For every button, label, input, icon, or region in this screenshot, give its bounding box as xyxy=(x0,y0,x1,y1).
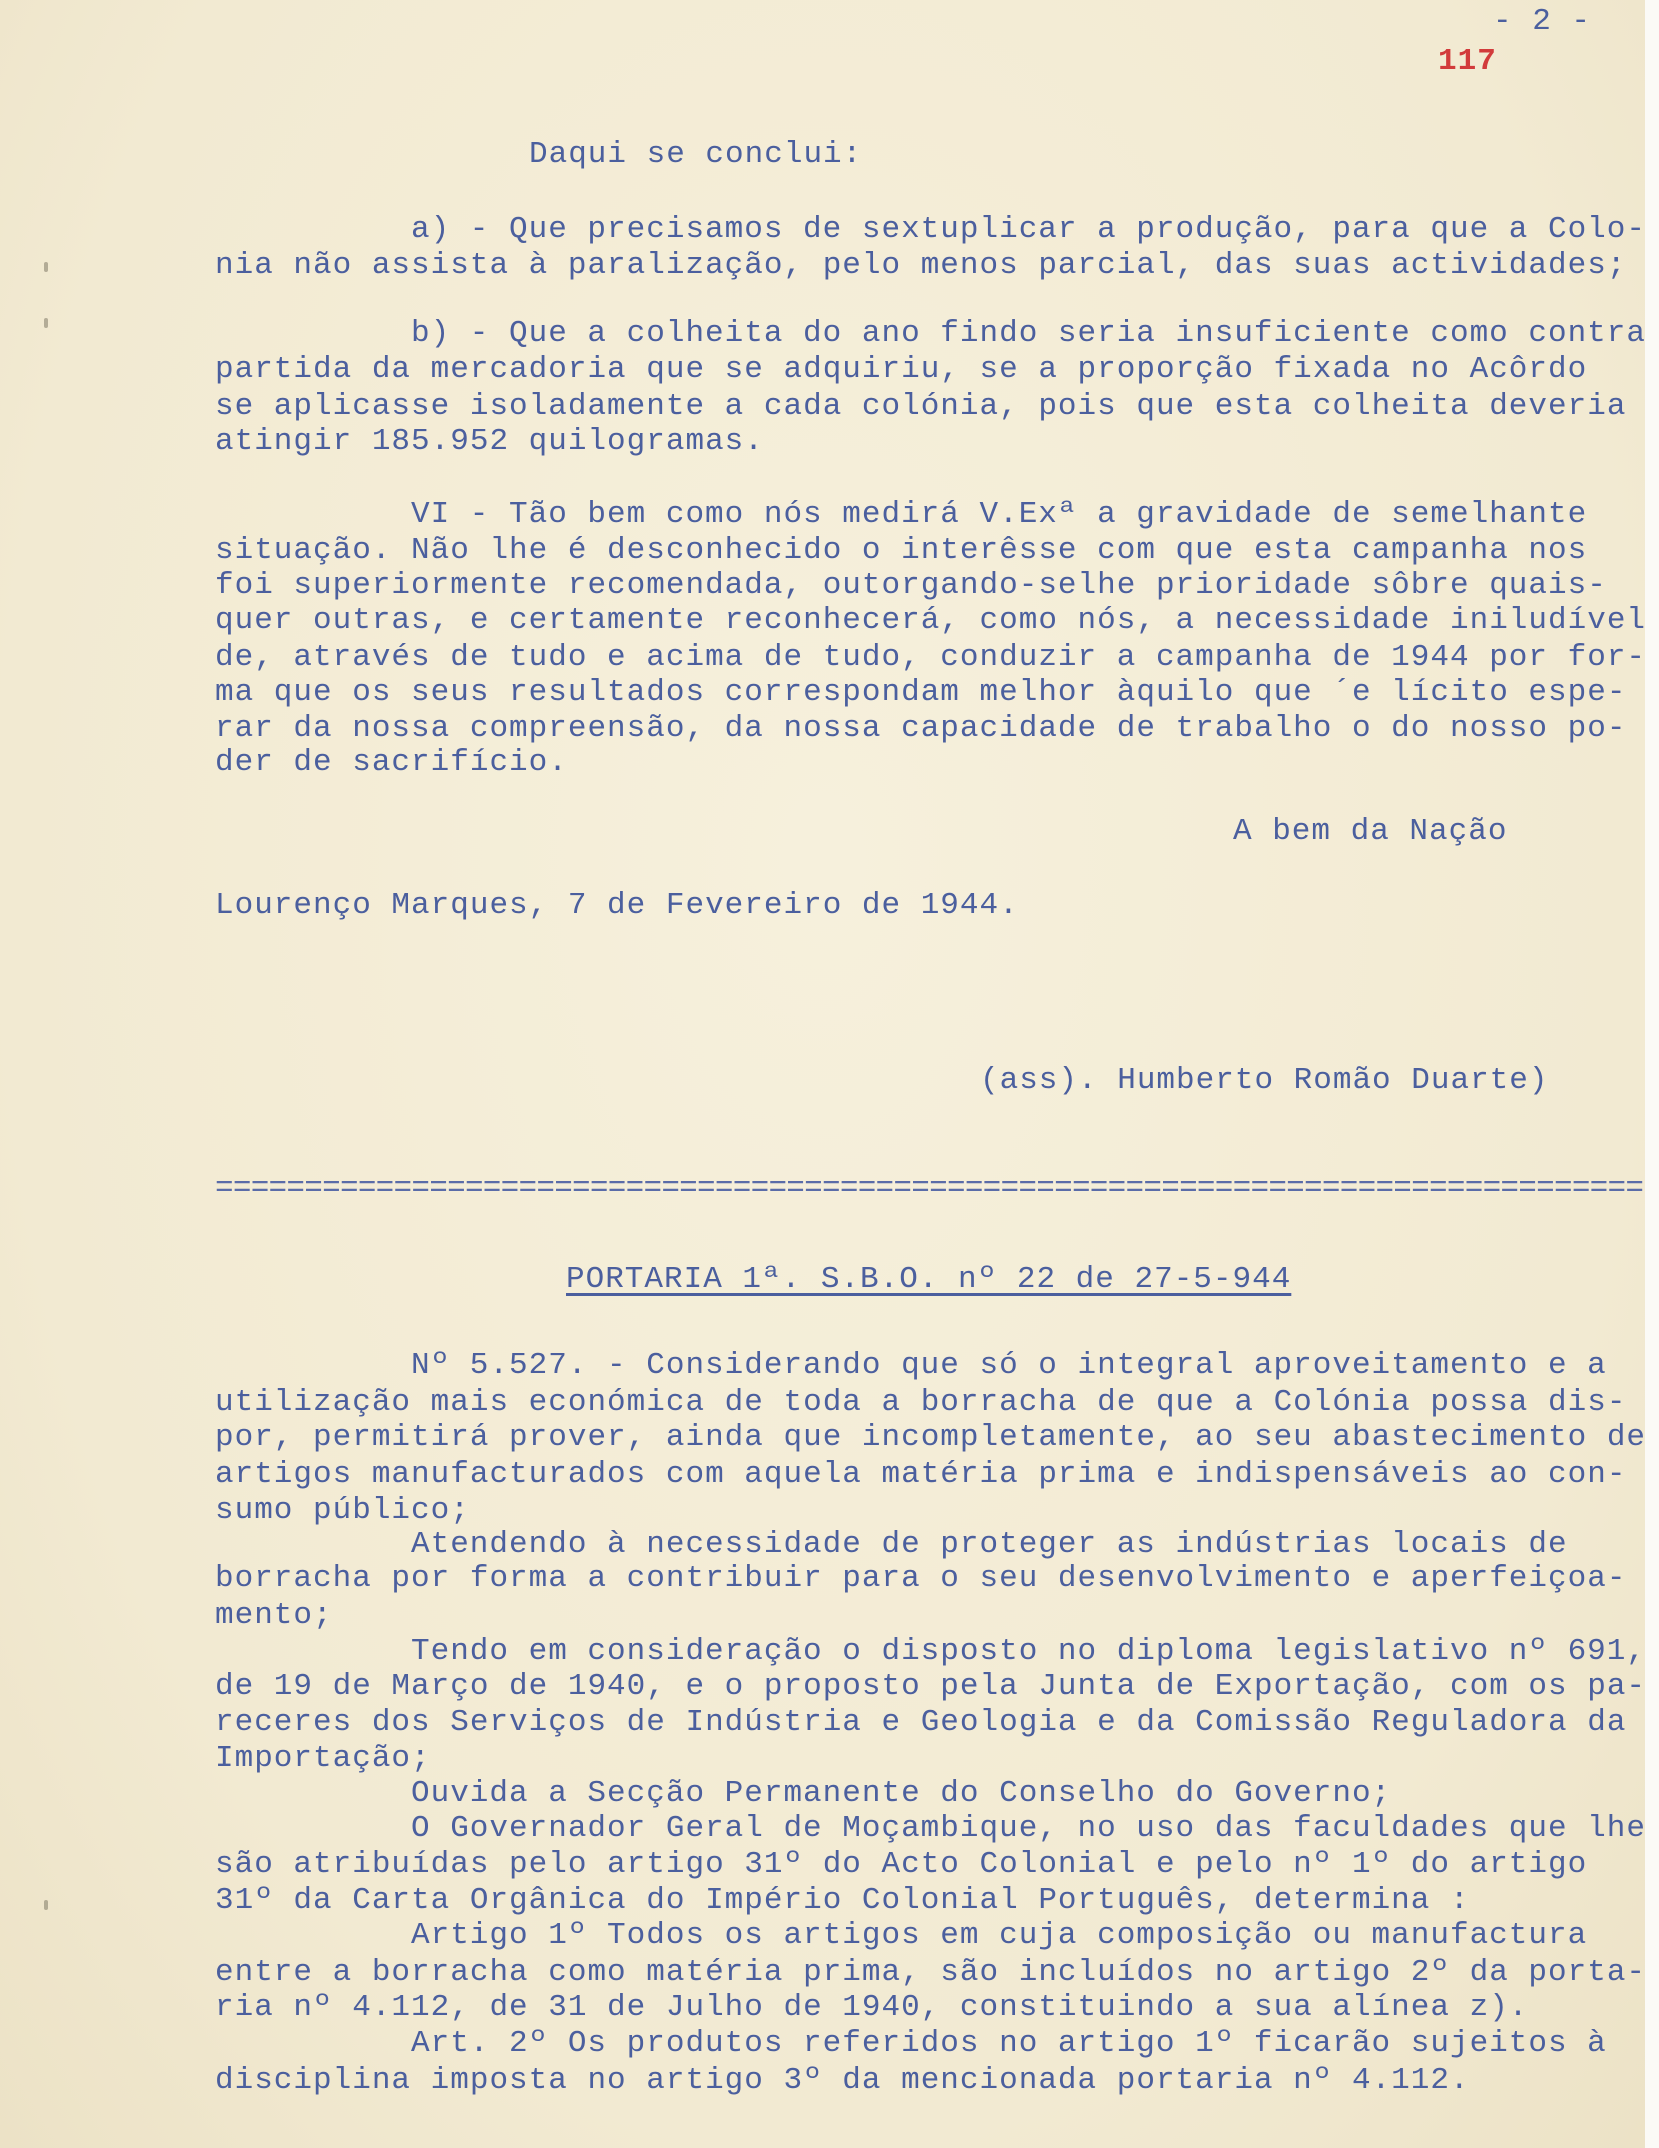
place-date: Lourenço Marques, 7 de Fevereiro de 1944. xyxy=(215,888,1019,923)
text-line: der de sacrifício. xyxy=(215,745,568,780)
text-line: 31º da Carta Orgânica do Império Colonial Português, determina : xyxy=(215,1883,1470,1918)
text-line: artigos manufacturados com aquela matéria prima e indispensáveis ao con- xyxy=(215,1457,1627,1492)
text-line: receres dos Serviços de Indústria e Geologia e da Comissão Reguladora da xyxy=(215,1705,1627,1740)
hole-punch-mark xyxy=(44,262,48,272)
text-line: rar da nossa compreensão, da nossa capacidade de trabalho o do nosso po- xyxy=(215,711,1627,746)
text-line: atingir 185.952 quilogramas. xyxy=(215,424,764,459)
hole-punch-mark xyxy=(44,318,48,328)
text-line: Importação; xyxy=(215,1741,431,1776)
text-line: utilização mais económica de toda a borracha de que a Colónia possa dis- xyxy=(215,1385,1627,1420)
text-line: disciplina imposta no artigo 3º da mencionada portaria nº 4.112. xyxy=(215,2063,1470,2098)
text-line: Nº 5.527. - Considerando que só o integral aproveitamento e a xyxy=(411,1348,1607,1383)
text-line: a) - Que precisamos de sextuplicar a produção, para que a Colo- xyxy=(411,212,1646,247)
text-line: ria nº 4.112, de 31 de Julho de 1940, constituindo a sua alínea z). xyxy=(215,1990,1529,2025)
text-line: Ouvida a Secção Permanente do Conselho do Governo; xyxy=(411,1776,1392,1811)
text-line: se aplicasse isoladamente a cada colónia, pois que esta colheita deveria xyxy=(215,389,1627,424)
text-line: por, permitirá prover, ainda que incompletamente, ao seu abastecimento de xyxy=(215,1420,1647,1455)
text-line: foi superiormente recomendada, outorgando-selhe prioridade sôbre quais- xyxy=(215,568,1607,603)
text-line: Tendo em consideração o disposto no diploma legislativo nº 691, xyxy=(411,1634,1646,1669)
closing-salutation: A bem da Nação xyxy=(1233,814,1508,849)
text-line: Atendendo à necessidade de proteger as indústrias locais de xyxy=(411,1527,1568,1562)
text-line: mento; xyxy=(215,1598,333,1633)
text-line: partida da mercadoria que se adquiriu, se a proporção fixada no Acôrdo xyxy=(215,352,1588,387)
text-line: sumo público; xyxy=(215,1493,470,1528)
text-line: b) - Que a colheita do ano findo seria insuficiente como contra xyxy=(411,316,1646,351)
text-line: VI - Tão bem como nós medirá V.Exª a gravidade de semelhante xyxy=(411,497,1588,532)
hole-punch-mark xyxy=(44,1900,48,1910)
text-line: O Governador Geral de Moçambique, no uso das faculdades que lhe xyxy=(411,1811,1646,1846)
text-line: nia não assista à paralização, pelo menos parcial, das suas actividades; xyxy=(215,248,1627,283)
text-line: entre a borracha como matéria prima, são incluídos no artigo 2º da porta- xyxy=(215,1955,1647,1990)
text-line: borracha por forma a contribuir para o seu desenvolvimento e aperfeiçoa- xyxy=(215,1561,1627,1596)
text-line: são atribuídas pelo artigo 31º do Acto Colonial e pelo nº 1º do artigo xyxy=(215,1847,1588,1882)
page-edge xyxy=(1645,0,1659,2148)
text-line: de, através de tudo e acima de tudo, conduzir a campanha de 1944 por for- xyxy=(215,640,1647,675)
portaria-title: PORTARIA 1ª. S.B.O. nº 22 de 27-5-944 xyxy=(566,1262,1292,1297)
text-line: ma que os seus resultados correspondam melhor àquilo que ´e lícito espe- xyxy=(215,675,1627,710)
text-line: quer outras, e certamente reconhecerá, como nós, a necessidade iniludível xyxy=(215,603,1647,638)
text-line: de 19 de Março de 1940, e o proposto pela Junta de Exportação, com os pa- xyxy=(215,1669,1647,1704)
folio-number: 117 xyxy=(1438,44,1497,79)
text-line: Artigo 1º Todos os artigos em cuja composição ou manufactura xyxy=(411,1918,1588,1953)
signature-line: (ass). Humberto Romão Duarte) xyxy=(980,1063,1549,1098)
page-number: - 2 - xyxy=(1493,4,1592,39)
text-line: Art. 2º Os produtos referidos no artigo 1º ficarão sujeitos à xyxy=(411,2026,1607,2061)
text-line: situação. Não lhe é desconhecido o interêsse com que esta campanha nos xyxy=(215,533,1588,568)
separator-line: ================================================================================ xyxy=(215,1171,1644,1206)
intro-line: Daqui se conclui: xyxy=(529,137,863,172)
